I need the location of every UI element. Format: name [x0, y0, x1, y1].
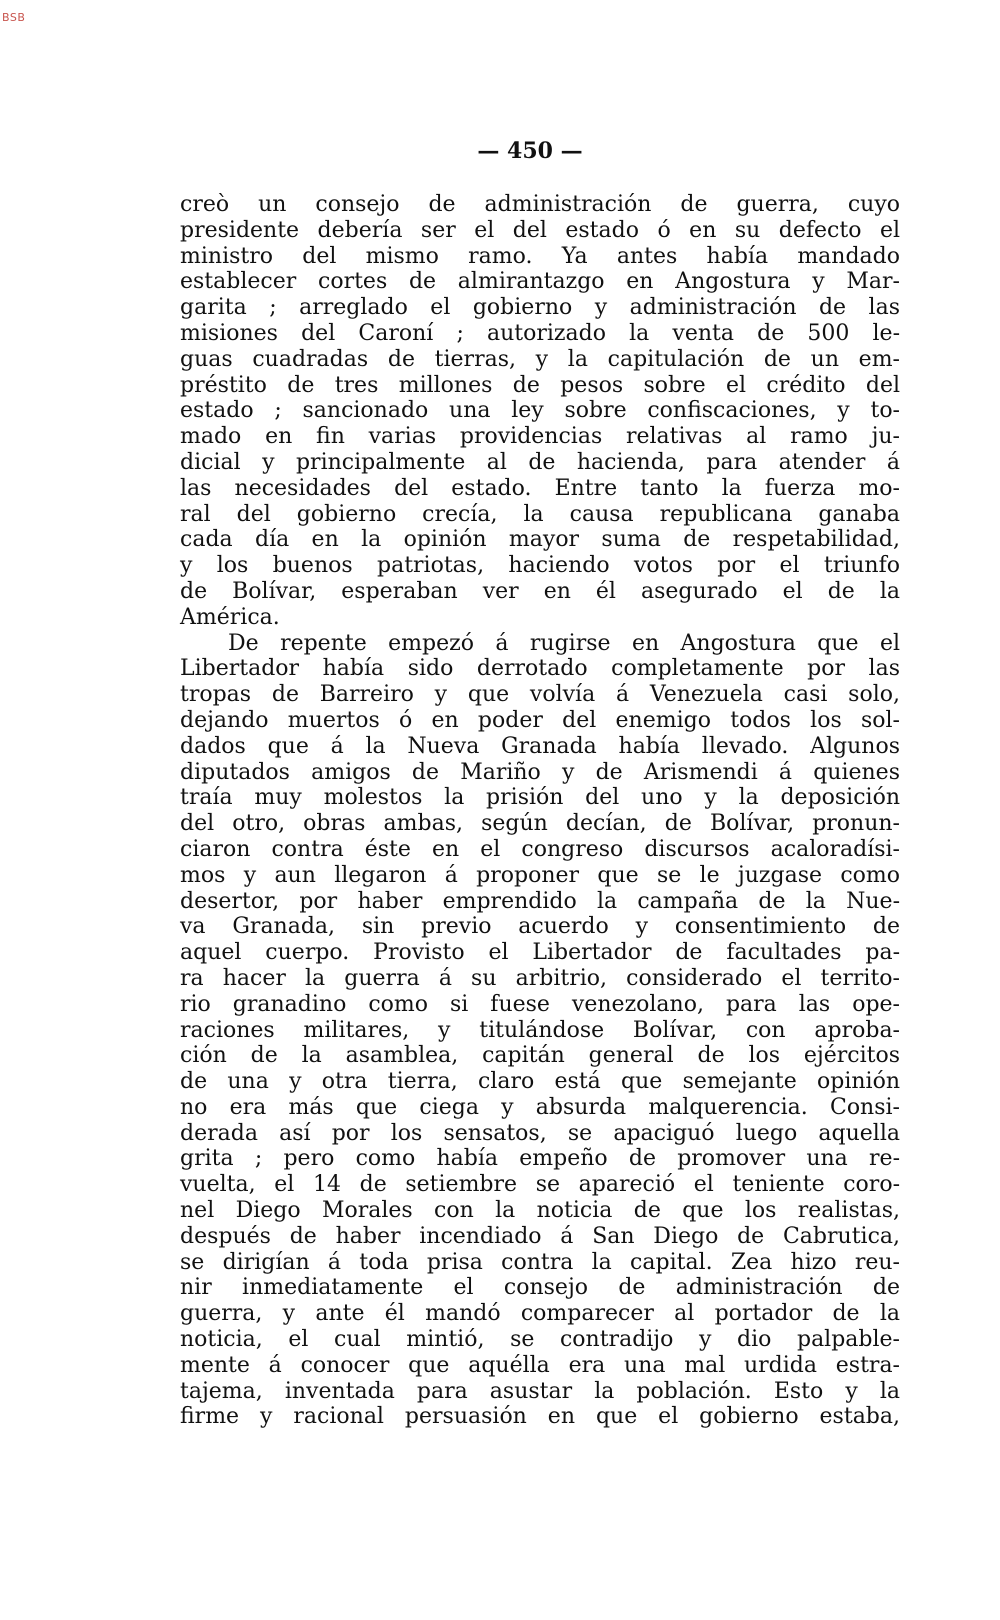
text-line: vuelta, el 14 de setiembre se apareció el teniente coro- — [180, 1172, 900, 1198]
text-line: dados que á la Nueva Granada había llevado. Algunos — [180, 733, 900, 759]
text-line: préstito de tres millones de pesos sobre el crédito del — [180, 372, 900, 398]
text-line: mos y aun llegaron á proponer que se le juzgase como — [180, 862, 900, 888]
text-line: y los buenos patriotas, haciendo votos por el triunfo — [180, 553, 900, 579]
text-line: creò un consejo de administración de guerra, cuyo — [180, 192, 900, 217]
paragraph-1 — [180, 192, 900, 631]
text-line: ción de la asamblea, capitán general de los ejércitos — [180, 1043, 900, 1069]
text-line: América. — [180, 604, 280, 630]
text-line: tropas de Barreiro y que volvía á Venezuela casi solo, — [180, 682, 900, 708]
text-line: de una y otra tierra, claro está que semejante opinión — [180, 1069, 900, 1095]
text-line: dicial y principalmente al de hacienda, para atender á — [180, 449, 900, 475]
text-line: derada así por los sensatos, se apaciguó luego aquella — [180, 1120, 900, 1146]
text-line: va Granada, sin previo acuerdo y consentimiento de — [180, 914, 900, 940]
text-line: mado en fin varias providencias relativas al ramo ju- — [180, 424, 900, 450]
text-line: después de haber incendiado á San Diego de Cabrutica, — [180, 1223, 900, 1249]
text-line: guas cuadradas de tierras, y la capitulación de un em- — [180, 346, 900, 372]
text-line: no era más que ciega y absurda malquerencia. Consi- — [180, 1094, 900, 1120]
text-line: nir inmediatamente el consejo de administración de — [180, 1275, 900, 1301]
text-line: traía muy molestos la prisión del uno y la deposición — [180, 785, 900, 811]
text-line: noticia, el cual mintió, se contradijo y dio palpable- — [180, 1327, 900, 1353]
text-line: dejando muertos ó en poder del enemigo todos los sol- — [180, 707, 900, 733]
text-line: presidente debería ser el del estado ó en su defecto el — [180, 217, 900, 243]
text-line: desertor, por haber emprendido la campaña de la Nue- — [180, 888, 900, 914]
text-line: aquel cuerpo. Provisto el Libertador de facultades pa- — [180, 940, 900, 966]
text-line: grita ; pero como había empeño de promover una re- — [180, 1146, 900, 1172]
text-line: se dirigían á toda prisa contra la capital. Zea hizo reu- — [180, 1249, 900, 1275]
paragraph-2 — [180, 631, 900, 1431]
text-line: De repente empezó á rugirse en Angostura que el — [228, 630, 900, 656]
text-line: Libertador había sido derrotado completamente por las — [180, 656, 900, 682]
text-line: ciaron contra éste en el congreso discursos acaloradísi- — [180, 836, 900, 862]
library-stamp: BSB — [2, 11, 26, 24]
text-line: cada día en la opinión mayor suma de respetabilidad, — [180, 527, 900, 553]
text-line: rio granadino como si fuese venezolano, para las ope- — [180, 991, 900, 1017]
page-number: — 450 — — [477, 138, 583, 164]
text-line: estado ; sancionado una ley sobre confiscaciones, y to- — [180, 398, 900, 424]
text-line: mente á conocer que aquélla era una mal urdida estra- — [180, 1352, 900, 1378]
text-line: misiones del Caroní ; autorizado la venta de 500 le- — [180, 320, 900, 346]
text-line: guerra, y ante él mandó comparecer al portador de la — [180, 1301, 900, 1327]
text-line: del otro, obras ambas, según decían, de Bolívar, pronun- — [180, 811, 900, 837]
text-line: de Bolívar, esperaban ver en él asegurado el de la — [180, 578, 900, 604]
text-line: ministro del mismo ramo. Ya antes había mandado — [180, 243, 900, 269]
text-line: nel Diego Morales con la noticia de que los realistas, — [180, 1198, 900, 1224]
text-line: ra hacer la guerra á su arbitrio, considerado el territo- — [180, 965, 900, 991]
text-line: las necesidades del estado. Entre tanto la fuerza mo- — [180, 475, 900, 501]
text-line: establecer cortes de almirantazgo en Angostura y Mar- — [180, 269, 900, 295]
text-line: tajema, inventada para asustar la población. Esto y la — [180, 1378, 900, 1404]
text-line: diputados amigos de Mariño y de Arismendi á quienes — [180, 759, 900, 785]
text-line: raciones militares, y titulándose Bolívar, con aproba- — [180, 1017, 900, 1043]
text-line: firme y racional persuasión en que el gobierno estaba, — [180, 1404, 900, 1430]
text-line: ral del gobierno crecía, la causa republicana ganaba — [180, 501, 900, 527]
page-body — [180, 192, 900, 1430]
text-line: garita ; arreglado el gobierno y administración de las — [180, 295, 900, 321]
